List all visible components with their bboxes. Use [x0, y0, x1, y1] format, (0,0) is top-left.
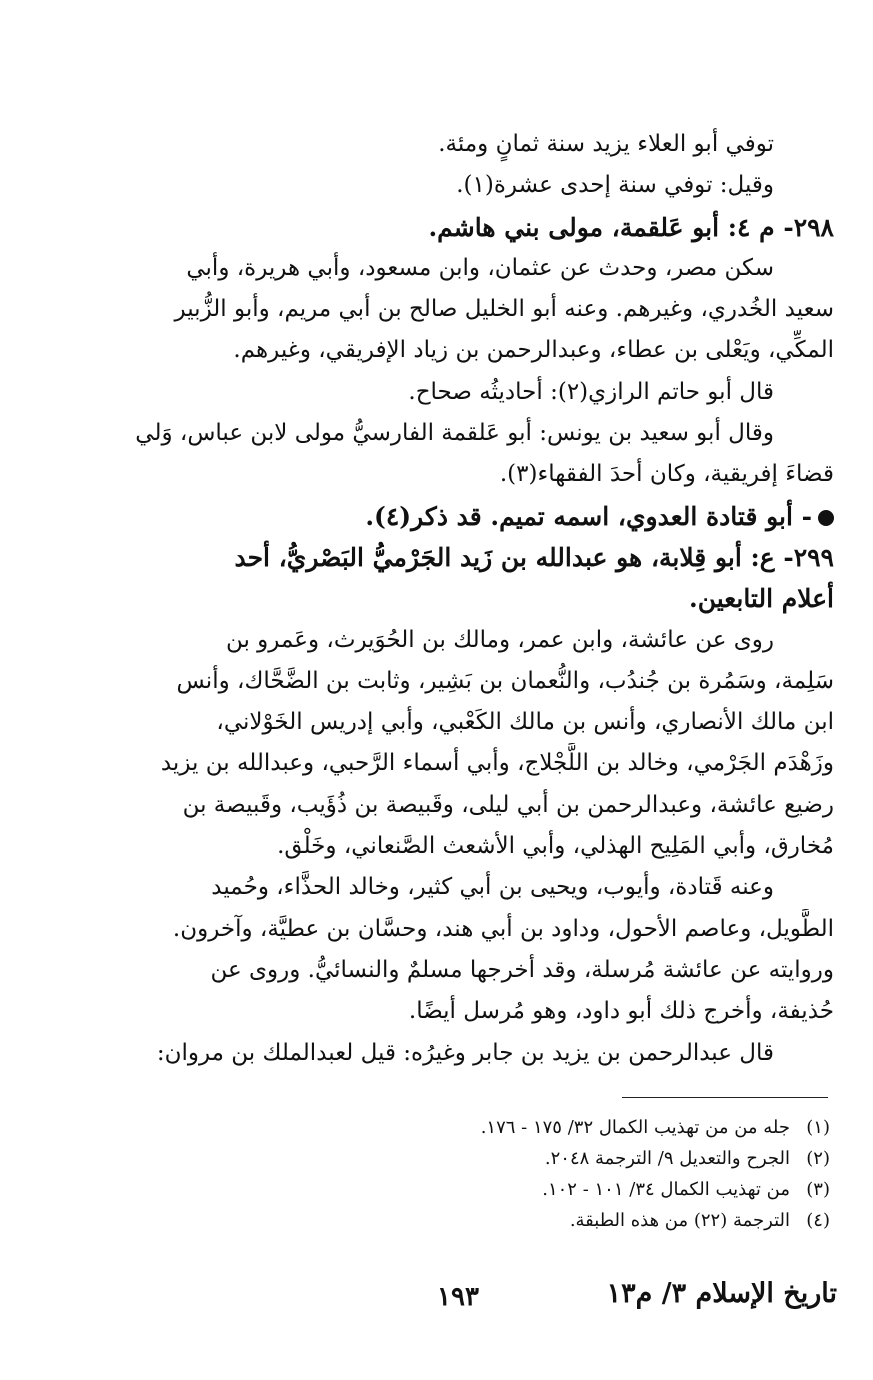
text-line: وروايته عن عائشة مُرسلة، وقد أخرجها مسلمٌ والنسائيُّ. وروى عن: [210, 956, 834, 983]
footnote-divider: [622, 1097, 828, 1098]
footnote: [300, 1143, 830, 1174]
cross-reference-text: - أبو قتادة العدوي، اسمه تميم. قد ذكر(٤).: [365, 501, 812, 531]
bullet-icon: [818, 510, 834, 526]
text-line: وعنه قَتادة، وأيوب، ويحيى بن أبي كثير، وخالد الحذَّاء، وحُميد: [211, 874, 774, 901]
footer-book-title: تاريخ الإسلام ٣/ م١٣: [606, 1278, 837, 1309]
text-line: وقال أبو سعيد بن يونس: أبو عَلقمة الفارسيُّ مولى لابن عباس، وَلي: [135, 420, 774, 447]
main-text: [118, 124, 834, 1074]
text-line: رضيع عائشة، وعبدالرحمن بن أبي ليلى، وقَبيصة بن ذُؤَيب، وقَبيصة بن: [182, 791, 834, 818]
text-line: وقيل: توفي سنة إحدى عشرة(١).: [456, 172, 774, 199]
footnote: [300, 1174, 830, 1205]
footnote-number: (٢): [806, 1148, 830, 1169]
text-line: الطَّويل، وعاصم الأحول، وداود بن أبي هند، وحسَّان بن عطيَّة، وآخرون.: [172, 915, 834, 942]
footnote-text: من تهذيب الكمال ٣٤/ ١٠١ - ١٠٢.: [542, 1179, 790, 1200]
text-line: ابن مالك الأنصاري، وأنس بن مالك الكَعْبي، وأبي إدريس الخَوْلاني،: [216, 709, 834, 736]
text-line: سعيد الخُدري، وغيرهم. وعنه أبو الخليل صالح بن أبي مريم، وأبو الزُّبير: [174, 296, 834, 323]
text-line: سَلِمة، وسَمُرة بن جُندُب، والنُّعمان بن بَشِير، وثابت بن الضَّحَّاك، وأنس: [176, 667, 834, 694]
footnote-number: (١): [806, 1117, 830, 1138]
entry-heading-299: ٢٩٩- ع: أبو قِلابة، هو عبدالله بن زَيد الجَرْميُّ البَصْريُّ، أحد: [234, 542, 834, 572]
text-line: قال عبدالرحمن بن يزيد بن جابر وغيرُه: قيل لعبدالملك بن مروان:: [156, 1039, 774, 1066]
footnote: [300, 1205, 830, 1236]
footnote-number: (٤): [806, 1210, 830, 1231]
entry-heading-298: ٢٩٨- م ٤: أبو عَلقمة، مولى بني هاشم.: [428, 212, 834, 242]
text-line: حُذيفة، وأخرج ذلك أبو داود، وهو مُرسل أيضًا.: [408, 998, 834, 1025]
text-line: سكن مصر، وحدث عن عثمان، وابن مسعود، وأبي هريرة، وأبي: [186, 254, 774, 281]
footnote-number: (٣): [806, 1179, 830, 1200]
entry-heading-299-continued: أعلام التابعين.: [689, 584, 834, 614]
footnotes: [300, 1112, 830, 1236]
page-number: ١٩٣: [437, 1282, 479, 1312]
text-line: وزَهْدَم الجَرْمي، وخالد بن اللَّجْلاج، وأبي أسماء الرَّحبي، وعبدالله بن يزيد: [160, 750, 834, 777]
footnote-text: الترجمة (٢٢) من هذه الطبقة.: [569, 1210, 790, 1231]
text-line: المكِّي، ويَعْلى بن عطاء، وعبدالرحمن بن زياد الإفريقي، وغيرهم.: [233, 337, 834, 364]
footnote-text: الجرح والتعديل ٩/ الترجمة ٢٠٤٨.: [544, 1148, 790, 1169]
text-line: مُخارق، وأبي المَلِيح الهذلي، وأبي الأشعث الصَّنعاني، وخَلْق.: [277, 833, 834, 860]
footnote: [300, 1112, 830, 1143]
footnote-text: جله من من تهذيب الكمال ٣٢/ ١٧٥ - ١٧٦.: [480, 1117, 790, 1138]
text-line: قال أبو حاتم الرازي(٢): أحاديثُه صحاح.: [408, 378, 774, 405]
text-line: روى عن عائشة، وابن عمر، ومالك بن الحُوَيرث، وعَمرو بن: [225, 626, 774, 653]
text-line: توفي أبو العلاء يزيد سنة ثمانٍ ومئة.: [438, 131, 774, 157]
cross-reference-entry: [118, 496, 834, 537]
text-line: قضاءَ إفريقية، وكان أحدَ الفقهاء(٣).: [499, 461, 834, 488]
